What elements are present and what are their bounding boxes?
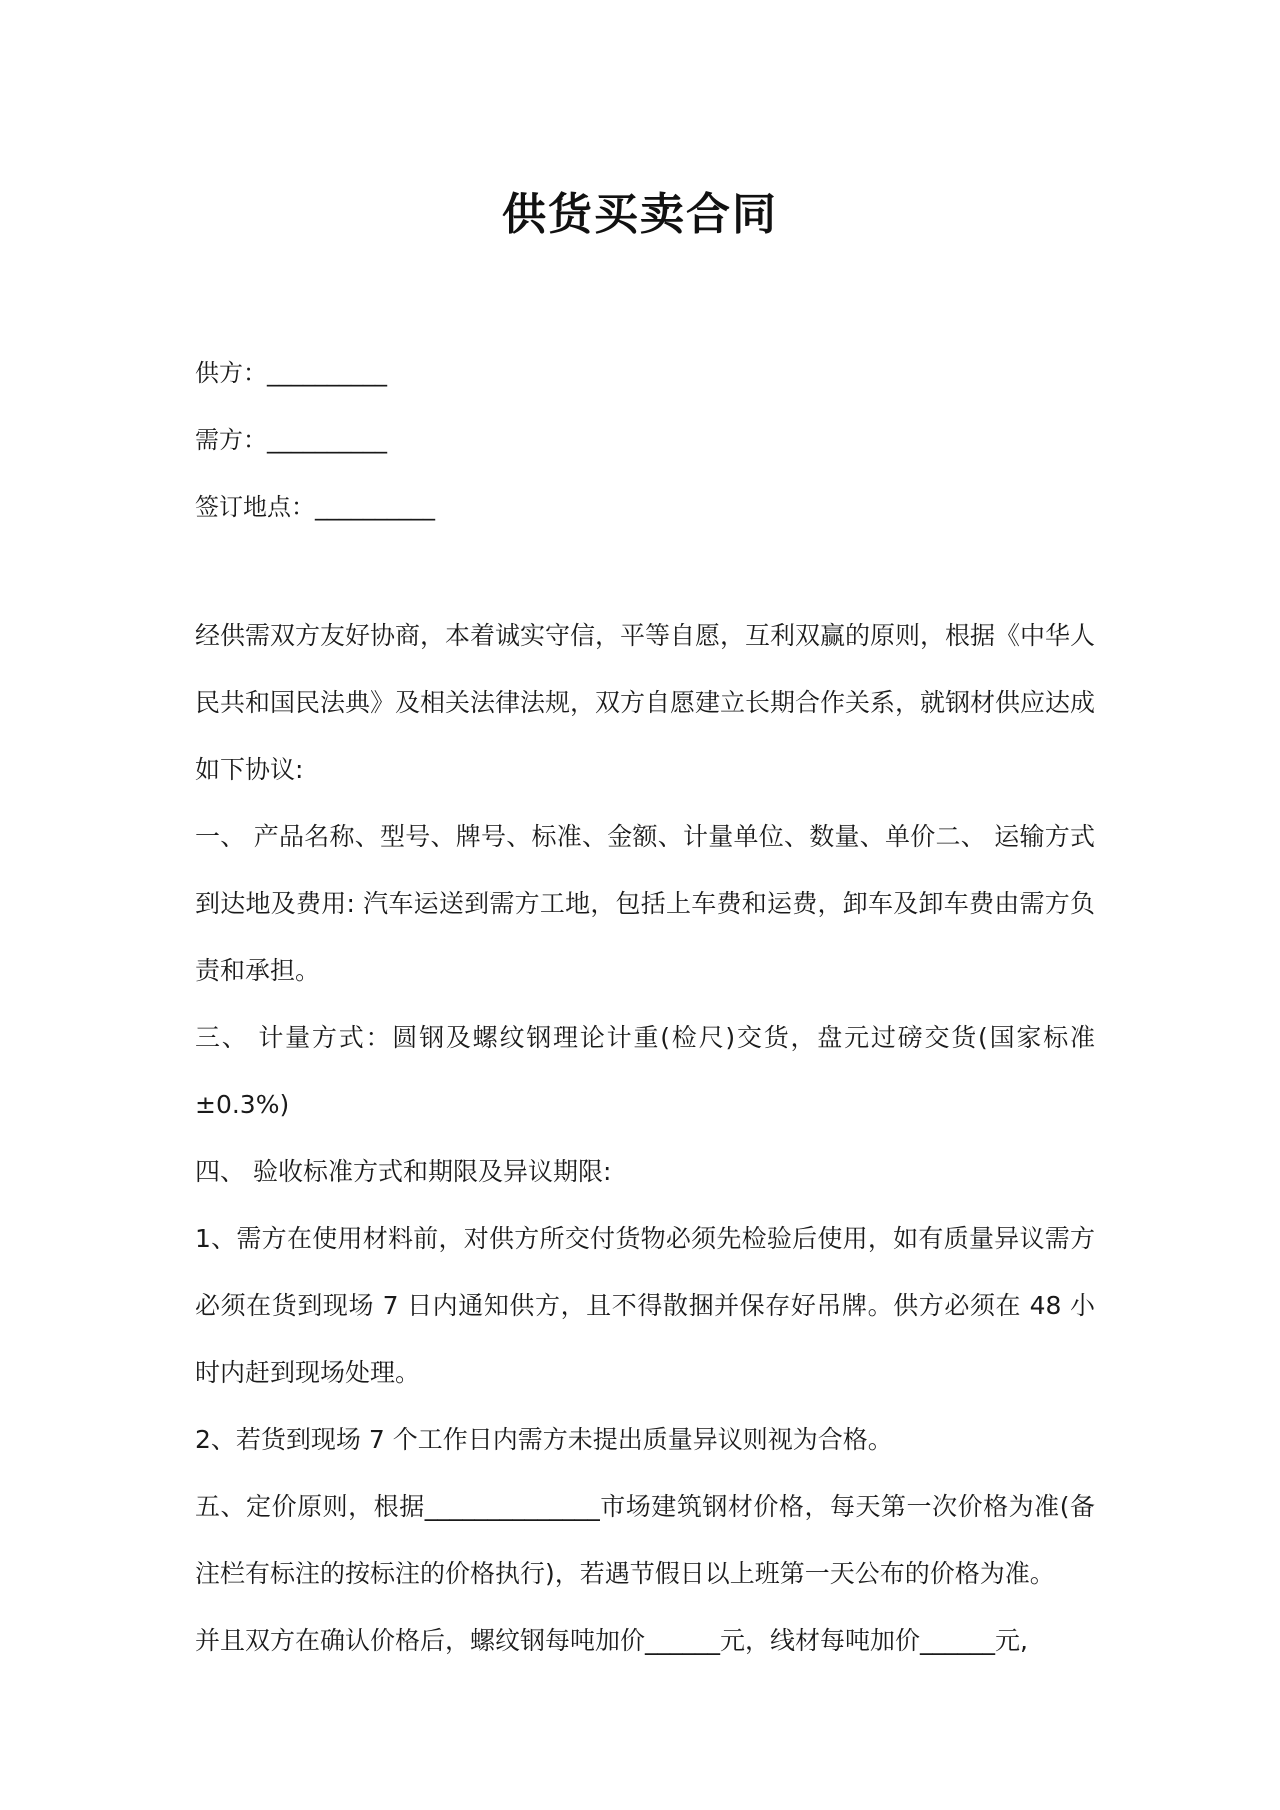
clause-4-item-1: 1、需方在使用材料前，对供方所交付货物必须先检验后使用，如有质量异议需方必须在货到现场 7 日内通知供方，且不得散捆并保存好吊牌。供方必须在 48 小时内赶到现场处理。: [195, 1224, 1095, 1387]
supplier-line: 供方：__________: [195, 359, 387, 387]
signing-location-line: 签订地点：__________: [195, 493, 435, 521]
clause-4-item-2: 2、若货到现场 7 个工作日内需方未提出质量异议则视为合格。: [195, 1425, 893, 1454]
clause-5-continuation: 并且双方在确认价格后，螺纹钢每吨加价______元，线材每吨加价______元,: [195, 1626, 1028, 1655]
document-title: 供货买卖合同: [502, 189, 778, 240]
preamble-paragraph: 经供需双方友好协商，本着诚实守信，平等自愿，互利双赢的原则，根据《中华人民共和国民法典》及相关法律法规，双方自愿建立长期合作关系，就钢材供应达成如下协议:: [195, 621, 1096, 784]
clause-5-paragraph: 五、定价原则，根据______________市场建筑钢材价格，每天第一次价格为准(备注栏有标注的按标注的价格执行)，若遇节假日以上班第一天公布的价格为准。: [195, 1492, 1095, 1588]
party-info: [195, 340, 1095, 541]
clause-4-heading: 四、 验收标准方式和期限及异议期限:: [195, 1157, 612, 1186]
clause-3-paragraph: 三、 计量方式：圆钢及螺纹钢理论计重(检尺)交货，盘元过磅交货(国家标准±0.3%): [195, 1023, 1095, 1119]
buyer-line: 需方：__________: [195, 426, 387, 454]
clause-1-2-paragraph: 一、 产品名称、型号、牌号、标准、金额、计量单位、数量、单价二、 运输方式到达地及费用: 汽车运送到需方工地，包括上车费和运费，卸车及卸车费由需方负责和承担。: [195, 822, 1095, 985]
contract-body: [195, 602, 1095, 1674]
